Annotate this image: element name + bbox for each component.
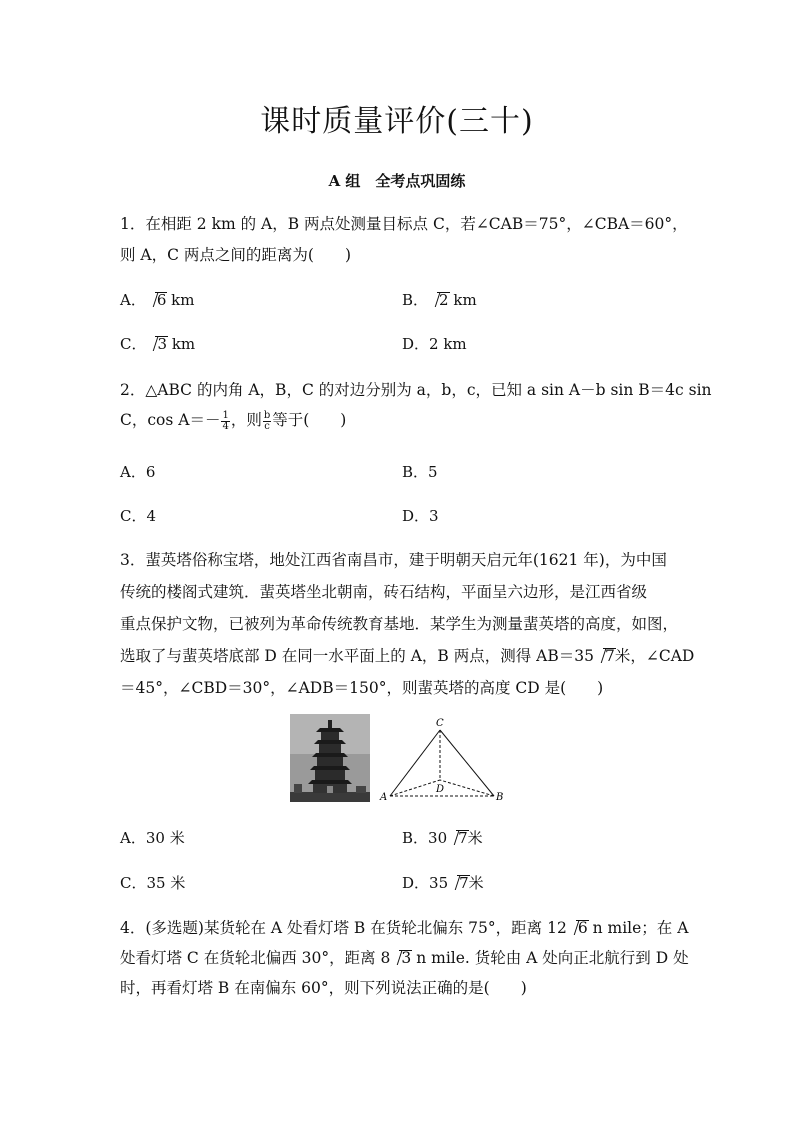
q2-option-c: C．4 — [120, 507, 157, 525]
q2-line1: 2．△ABC 的内角 A，B，C 的对边分别为 a，b，c，已知 a sin A－b sin B＝4c sin — [120, 381, 712, 399]
label-d: D — [436, 784, 445, 795]
sqrt-symbol: 6 — [568, 919, 588, 937]
label-b: B — [496, 792, 504, 803]
q3-option-a: A．30 米 — [120, 829, 185, 847]
q3-line3: 重点保护文物，已被列为革命传统教育基地．某学生为测量蜚英塔的高度，如图， — [120, 615, 679, 633]
q1-line2: 则 A，C 两点之间的距离为( ) — [120, 246, 352, 264]
q1-option-d: D．2 km — [402, 335, 467, 353]
pagoda-icon — [290, 714, 370, 802]
q2-option-d: D．3 — [402, 507, 439, 525]
q4-line2: 处看灯塔 C 在货轮北偏西 30°，距离 8 3 n mile. 货轮由 A 处向正北航行到 D 处 — [120, 949, 689, 967]
q2-option-a: A．6 — [120, 463, 156, 481]
q3-option-d: D．35 7米 — [402, 874, 484, 892]
q3-option-b: B．30 7米 — [402, 829, 483, 847]
q4-line1: 4．(多选题)某货轮在 A 处看灯塔 B 在货轮北偏东 75°，距离 12 6 n mile；在 A — [120, 919, 689, 937]
sqrt-symbol: 6 — [147, 291, 167, 309]
q1-option-a: A． 6 km — [120, 291, 195, 309]
q1-option-c: C． 3 km — [120, 335, 196, 353]
pagoda-photo — [290, 714, 370, 802]
fraction: $\frac{b}{c}$ — [263, 409, 271, 432]
sqrt-symbol: 3 — [147, 335, 167, 353]
q2-line2: C，cos A＝－ $\frac{1}{4}$ ，则 $\frac{b}{c}$ 等于( ) — [120, 409, 347, 432]
page-title: 课时质量评价(三十) — [260, 104, 534, 139]
label-a: A — [380, 792, 388, 803]
sqrt-symbol: 7 — [448, 829, 468, 847]
q3-line2: 传统的楼阁式建筑．蜚英塔坐北朝南，砖石结构，平面呈六边形，是江西省级 — [120, 583, 648, 601]
q4-line3: 时，再看灯塔 B 在南偏东 60°，则下列说法正确的是( ) — [120, 979, 527, 997]
sqrt-symbol: 2 — [429, 291, 449, 309]
q2-option-b: B．5 — [402, 463, 438, 481]
tetrahedron-diagram — [378, 714, 518, 810]
sqrt-symbol: 7 — [595, 647, 615, 665]
q1-option-b: B． 2 km — [402, 291, 477, 309]
label-c: C — [436, 718, 444, 729]
q1-line1: 1．在相距 2 km 的 A，B 两点处测量目标点 C，若∠CAB＝75°，∠CBA＝60°， — [120, 215, 688, 233]
sqrt-symbol: 3 — [391, 949, 411, 967]
fraction: $\frac{1}{4}$ — [222, 409, 229, 432]
sqrt-symbol: 7 — [449, 874, 469, 892]
q3-option-c: C．35 米 — [120, 874, 186, 892]
q3-line1: 3．蜚英塔俗称宝塔，地处江西省南昌市，建于明朝天启元年(1621 年)，为中国 — [120, 551, 667, 569]
section-subtitle: A 组 全考点巩固练 — [328, 172, 466, 190]
geometry-figure — [378, 714, 518, 806]
q3-line5: ＝45°，∠CBD＝30°，∠ADB＝150°，则蜚英塔的高度 CD 是( ) — [120, 679, 604, 697]
q3-line4: 选取了与蜚英塔底部 D 在同一水平面上的 A，B 两点，测得 AB＝35 7米，∠CAD — [120, 647, 695, 665]
